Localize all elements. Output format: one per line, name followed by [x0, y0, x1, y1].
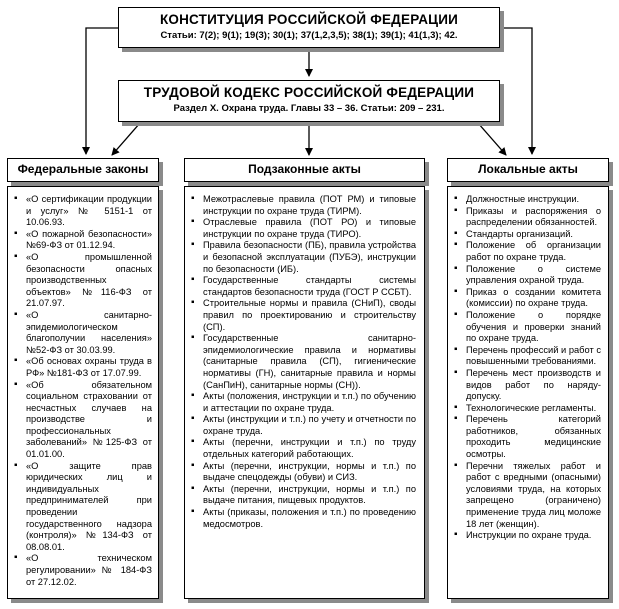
- subordinate-act-item: ▪ Межотраслевые правила (ПОТ РМ) и типовые инструкции по охране труда (ТИРМ).: [187, 194, 416, 217]
- local-act-item: ▪ Перечень профессий и работ с повышенными требованиями.: [450, 345, 601, 368]
- local-act-item: ▪ Приказы и распоряжения о распределении обязанностей.: [450, 206, 601, 229]
- local-act-item: ▪ Перечень категорий работников, обязанных проходить медицинские осмотры.: [450, 414, 601, 460]
- federal-law-item: ▪ «Об основах охраны труда в РФ» №181-ФЗ от 17.07.99.: [10, 356, 152, 379]
- federal-laws-list-box: [7, 186, 159, 599]
- local-acts-header: [447, 158, 609, 182]
- subordinate-acts-list: [187, 194, 416, 530]
- subordinate-act-item: ▪ Правила безопасности (ПБ), правила устройства и безопасной эксплуатации (ПУБЭ), инструкции по безопасности (ИБ).: [187, 240, 416, 275]
- federal-law-item: ▪ «О техническом регулировании» № 184-ФЗ от 27.12.02.: [10, 553, 152, 588]
- local-act-item: ▪ Положение о порядке обучения и проверки знаний по охране труда.: [450, 310, 601, 345]
- local-acts-title: Локальные акты: [478, 162, 578, 176]
- labor-code-section: Раздел X. Охрана труда. Главы 33 – 36. Статьи: 209 – 231.: [173, 103, 445, 114]
- labor-code-box: [118, 80, 500, 122]
- subordinate-act-item: ▪ Акты (приказы, положения и т.п.) по проведению медосмотров.: [187, 507, 416, 530]
- federal-law-item: ▪ «О сертификации продукции и услуг» № 5151-1 от 10.06.93.: [10, 194, 152, 229]
- federal-law-item: ▪ «О санитарно-эпидемиологическом благополучии населения» №52-ФЗ от 30.03.99.: [10, 310, 152, 356]
- local-act-item: ▪ Перечни тяжелых работ и работ с вредными (опасными) условиями труда, на которых запрещено (ограничено) применение труда лиц моложе 18 лет (женщин).: [450, 461, 601, 531]
- subordinate-act-item: ▪ Строительные нормы и правила (СНиП), своды правил по проектированию и строительству (СП).: [187, 298, 416, 333]
- federal-law-item: ▪ «Об обязательном социальном страховании от несчастных случаев на производстве и профессиональных заболеваний» №125-ФЗ от 01.01.00.: [10, 380, 152, 461]
- arrow-constitution-left: [86, 28, 118, 154]
- constitution-articles: Статьи: 7(2); 9(1); 19(3); 30(1); 37(1,2,3,5); 38(1); 39(1); 41(1,3); 42.: [160, 30, 458, 41]
- federal-laws-list: [10, 194, 152, 588]
- local-act-item: ▪ Инструкции по охране труда.: [450, 530, 601, 542]
- subordinate-act-item: ▪ Акты (положения, инструкции и т.п.) по обучению и аттестации по охране труда.: [187, 391, 416, 414]
- labor-code-title: ТРУДОВОЙ КОДЕКС РОССИЙСКОЙ ФЕДЕРАЦИИ: [143, 85, 475, 100]
- federal-law-item: ▪ «О промышленной безопасности опасных производственных объектов» №116-ФЗ от 21.07.97.: [10, 252, 152, 310]
- subordinate-act-item: ▪ Акты (перечни, инструкции, нормы и т.п.) по выдаче спецодежды (обуви) и СИЗ.: [187, 461, 416, 484]
- constitution-title: КОНСТИТУЦИЯ РОССИЙСКОЙ ФЕДЕРАЦИИ: [159, 12, 459, 27]
- subordinate-acts-header: [184, 158, 425, 182]
- subordinate-acts-list-box: [184, 186, 425, 599]
- subordinate-act-item: ▪ Акты (инструкции и т.п.) по учету и отчетности по охране труда.: [187, 414, 416, 437]
- constitution-box: [118, 7, 500, 48]
- federal-laws-title: Федеральные законы: [17, 162, 149, 176]
- federal-laws-header: [7, 158, 159, 182]
- local-acts-list-box: [447, 186, 609, 599]
- arrow-constitution-right: [500, 28, 532, 154]
- local-act-item: ▪ Положение о системе управления охраной труда.: [450, 264, 601, 287]
- subordinate-act-item: ▪ Отраслевые правила (ПОТ РО) и типовые инструкции по охране труда (ТИРО).: [187, 217, 416, 240]
- subordinate-acts-title: Подзаконные акты: [248, 162, 361, 176]
- local-acts-list: [450, 194, 601, 542]
- subordinate-act-item: ▪ Акты (перечни, инструкции, нормы и т.п.) по выдаче питания, пищевых продуктов.: [187, 484, 416, 507]
- local-act-item: ▪ Перечень мест производств и видов работ по наряду-допуску.: [450, 368, 601, 403]
- arrow-code-to-federal: [112, 123, 140, 155]
- local-act-item: ▪ Приказ о создании комитета (комиссии) по охране труда.: [450, 287, 601, 310]
- local-act-item: ▪ Технологические регламенты.: [450, 403, 601, 415]
- subordinate-act-item: ▪ Государственные стандарты системы стандартов безопасности труда (ГОСТ Р ССБТ).: [187, 275, 416, 298]
- subordinate-act-item: ▪ Государственные санитарно-эпидемиологические правила и нормативы (санитарные правила (СП), гигиенические нормативы (ГН), санитарные правила и нормы (СанПиН), санитарные нормы (СН)).: [187, 333, 416, 391]
- arrow-code-to-local: [478, 123, 506, 155]
- local-act-item: ▪ Положение об организации работ по охране труда.: [450, 240, 601, 263]
- federal-law-item: ▪ «О защите прав юридических лиц и индивидуальных предпринимателей при проведении государственного надзора (контроля)» №134-ФЗ от 08.08.01.: [10, 461, 152, 554]
- subordinate-act-item: ▪ Акты (перечни, инструкции и т.п.) по труду отдельных категорий работающих.: [187, 437, 416, 460]
- federal-law-item: ▪ «О пожарной безопасности» №69-ФЗ от 01.12.94.: [10, 229, 152, 252]
- local-act-item: ▪ Стандарты организаций.: [450, 229, 601, 241]
- local-act-item: ▪ Должностные инструкции.: [450, 194, 601, 206]
